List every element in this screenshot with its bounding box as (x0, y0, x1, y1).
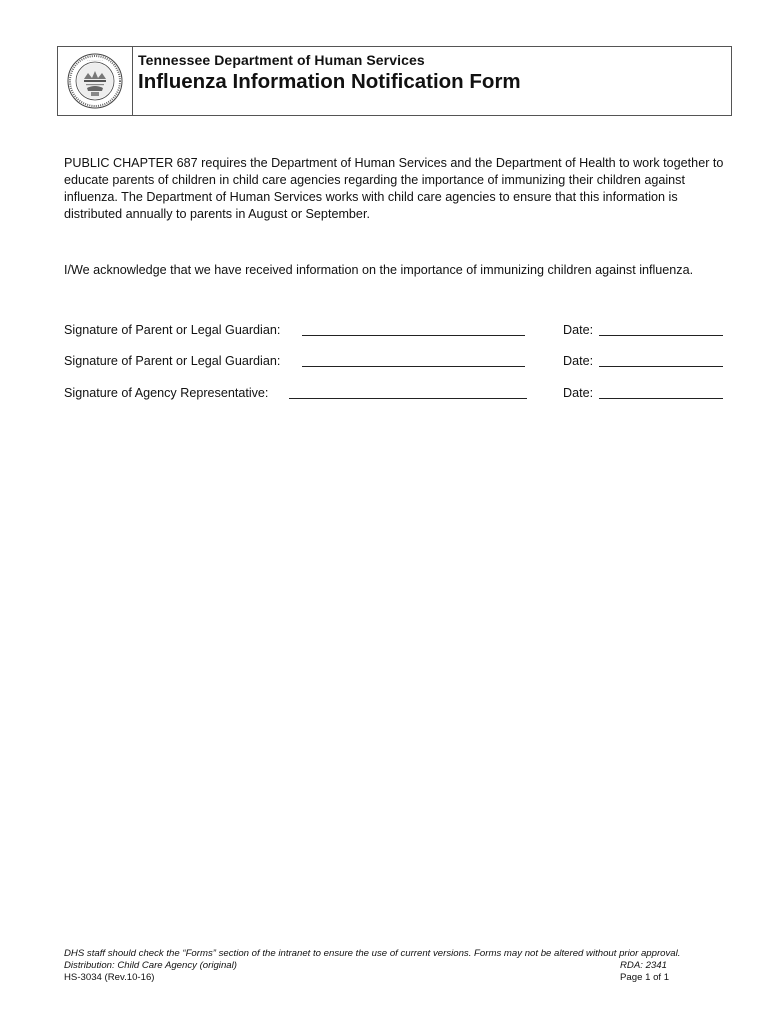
svg-text:· · · · · · · ·: · · · · · · · · (87, 58, 103, 63)
tennessee-state-seal-icon (67, 53, 123, 109)
signature-label: Signature of Parent or Legal Guardian: (64, 354, 281, 368)
seal-cell (58, 47, 133, 115)
parent-1-signature-field[interactable] (302, 335, 525, 336)
date-label: Date: (563, 323, 594, 337)
header-title-block (138, 51, 521, 95)
parent-2-signature-field[interactable] (302, 366, 525, 367)
agency-date-field[interactable] (599, 398, 723, 399)
parent-2-date-field[interactable] (599, 366, 723, 367)
acknowledgement-statement: I/We acknowledge that we have received information on the importance of immunizing children against influenza. (64, 263, 694, 277)
signature-row-parent-1 (64, 321, 726, 339)
form-number: HS-3034 (Rev.10-16) (64, 972, 155, 983)
footer-note: DHS staff should check the “Forms” section of the intranet to ensure the use of current versions. Forms may not be altered without prior approval. (64, 948, 681, 959)
distribution-text: Distribution: Child Care Agency (original) (64, 960, 237, 971)
form-footer (64, 948, 720, 984)
signature-label: Signature of Agency Representative: (64, 386, 269, 400)
page-number: Page 1 of 1 (620, 972, 670, 983)
form-header (57, 46, 732, 116)
date-label: Date: (563, 386, 594, 400)
date-label: Date: (563, 354, 594, 368)
signature-row-agency (64, 384, 726, 402)
footer-row-form (64, 972, 720, 984)
signature-row-parent-2 (64, 352, 726, 370)
agency-signature-field[interactable] (289, 398, 527, 399)
signature-label: Signature of Parent or Legal Guardian: (64, 323, 281, 337)
intro-paragraph: PUBLIC CHAPTER 687 requires the Department of Human Services and the Department of Health to work together to educate parents of children in child care agencies regarding the importance of immunizing their children against influenza. The Department of Human Services works with child care agencies to ensure that this information is distributed annually to parents in August or September. (64, 156, 724, 221)
parent-1-date-field[interactable] (599, 335, 723, 336)
rda-number: RDA: 2341 (620, 960, 667, 971)
agency-name: Tennessee Department of Human Services (138, 52, 425, 68)
form-title: Influenza Information Notification Form (138, 70, 521, 93)
footer-row-distribution (64, 960, 720, 972)
